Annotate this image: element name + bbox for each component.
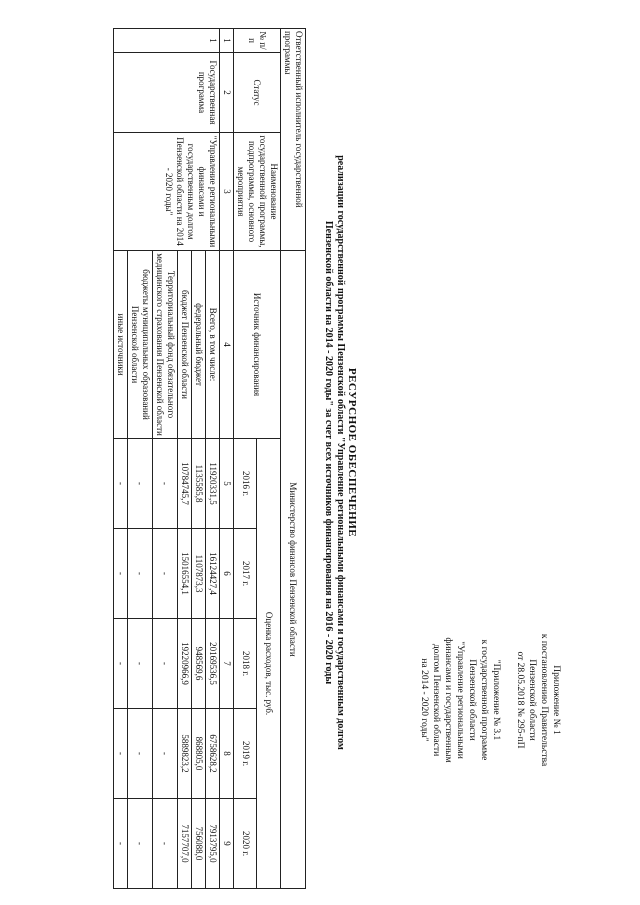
column-number: 2 <box>220 53 234 133</box>
value-cell: - <box>153 529 178 619</box>
header-year: 2017 г. <box>234 529 258 619</box>
appendix-line: Пензенской области <box>467 659 477 741</box>
header-year: 2019 г. <box>234 709 258 799</box>
source-label: бюджеты муниципальных образований Пензенской области <box>128 251 153 439</box>
value-cell: 948569,6 <box>192 619 206 709</box>
value-cell: - <box>114 799 128 889</box>
column-number: 7 <box>220 619 234 709</box>
column-number: 9 <box>220 799 234 889</box>
appendix-line: Пензенской области <box>527 659 537 741</box>
value-cell: - <box>128 799 153 889</box>
value-cell: - <box>153 439 178 529</box>
value-cell: - <box>128 619 153 709</box>
column-number: 1 <box>220 29 234 53</box>
value-cell: 1107873,3 <box>192 529 206 619</box>
header-status: Статус <box>234 53 281 133</box>
resource-table <box>113 28 306 889</box>
appendix-line: Приложение № 1 <box>551 665 561 735</box>
column-number: 3 <box>220 133 234 251</box>
value-cell: 16124427,4 <box>206 529 220 619</box>
value-cell: 20169536,5 <box>206 619 220 709</box>
column-number-row <box>220 29 234 889</box>
value-cell: 5889823,2 <box>178 709 192 799</box>
value-cell: - <box>128 529 153 619</box>
source-label: Территориальный фонд обязательного медицинского страхования Пензенской области <box>153 251 178 439</box>
header-estimate: Оценка расходов, тыс. руб. <box>257 439 281 889</box>
value-cell: - <box>153 709 178 799</box>
value-cell: - <box>153 619 178 709</box>
source-label: бюджет Пензенской области <box>178 251 192 439</box>
value-cell: - <box>128 709 153 799</box>
value-cell: 868805,0 <box>192 709 206 799</box>
column-number: 5 <box>220 439 234 529</box>
appendix-line: на 2014 - 2020 годы" <box>419 658 429 742</box>
source-label: федеральный бюджет <box>192 251 206 439</box>
title-line-2: Пензенской области на 2014 - 2020 годы" за счет всех источников финансирования на 2016 - 2020 годы <box>323 220 334 685</box>
value-cell: 11920331,5 <box>206 439 220 529</box>
column-number: 8 <box>220 709 234 799</box>
value-cell: - <box>114 709 128 799</box>
row-num: 1 <box>114 29 220 53</box>
header-year: 2020 г. <box>234 799 258 889</box>
appendix-line: финансами и государственным <box>443 637 453 763</box>
source-label: Всего, в том числе: <box>206 251 220 439</box>
appendix-line: "Приложение № 3.1 <box>491 659 501 741</box>
column-number: 6 <box>220 529 234 619</box>
table-row <box>206 29 220 889</box>
title-line-1: реализации государственной программы Пензенской области "Управление региональными финансами и государственным долгом <box>335 155 346 750</box>
header-num: № п/п <box>234 29 281 53</box>
appendix-gap <box>502 595 514 805</box>
appendix-line: к постановлению Правительства <box>539 633 549 767</box>
appendix-line: к государственной программе <box>479 639 489 761</box>
value-cell: 15016554,1 <box>178 529 192 619</box>
appendix-line: от 28.05.2018 № 295-пП <box>515 651 525 749</box>
header-source: Источник финансирования <box>234 251 281 439</box>
value-cell: 756088,0 <box>192 799 206 889</box>
header-year: 2018 г. <box>234 619 258 709</box>
executor-row <box>281 29 306 889</box>
title-heading: РЕСУРСНОЕ ОБЕСПЕЧЕНИЕ <box>346 367 358 538</box>
appendix-line: "Управление региональными <box>455 641 465 759</box>
header-name: Наименование государственной программы, подпрограммы, основного мероприятия <box>234 133 281 251</box>
row-status: Государственная программа <box>114 53 220 133</box>
value-cell: - <box>128 439 153 529</box>
header-row <box>257 29 281 889</box>
value-cell: 19220966,9 <box>178 619 192 709</box>
value-cell: 10784745,7 <box>178 439 192 529</box>
value-cell: 7157707,0 <box>178 799 192 889</box>
value-cell: 1135585,8 <box>192 439 206 529</box>
value-cell: - <box>153 799 178 889</box>
source-rows <box>114 29 220 889</box>
value-cell: - <box>114 619 128 709</box>
appendix-block <box>418 595 562 805</box>
appendix-line: долгом Пензенской области <box>431 643 441 757</box>
executor-value: Министерство финансов Пензенской области <box>281 251 306 889</box>
document-title <box>322 100 358 805</box>
source-label: иные источники <box>114 251 128 439</box>
header-year: 2016 г. <box>234 439 258 529</box>
column-number: 4 <box>220 251 234 439</box>
value-cell: - <box>114 529 128 619</box>
executor-label: Ответственный исполнитель государственной программы <box>281 29 306 251</box>
row-name: "Управление региональными финансами и государственным долгом Пензенской области на 2014 - 2020 годы" <box>114 133 220 251</box>
value-cell: - <box>114 439 128 529</box>
value-cell: 7913795,0 <box>206 799 220 889</box>
value-cell: 6758628,2 <box>206 709 220 799</box>
